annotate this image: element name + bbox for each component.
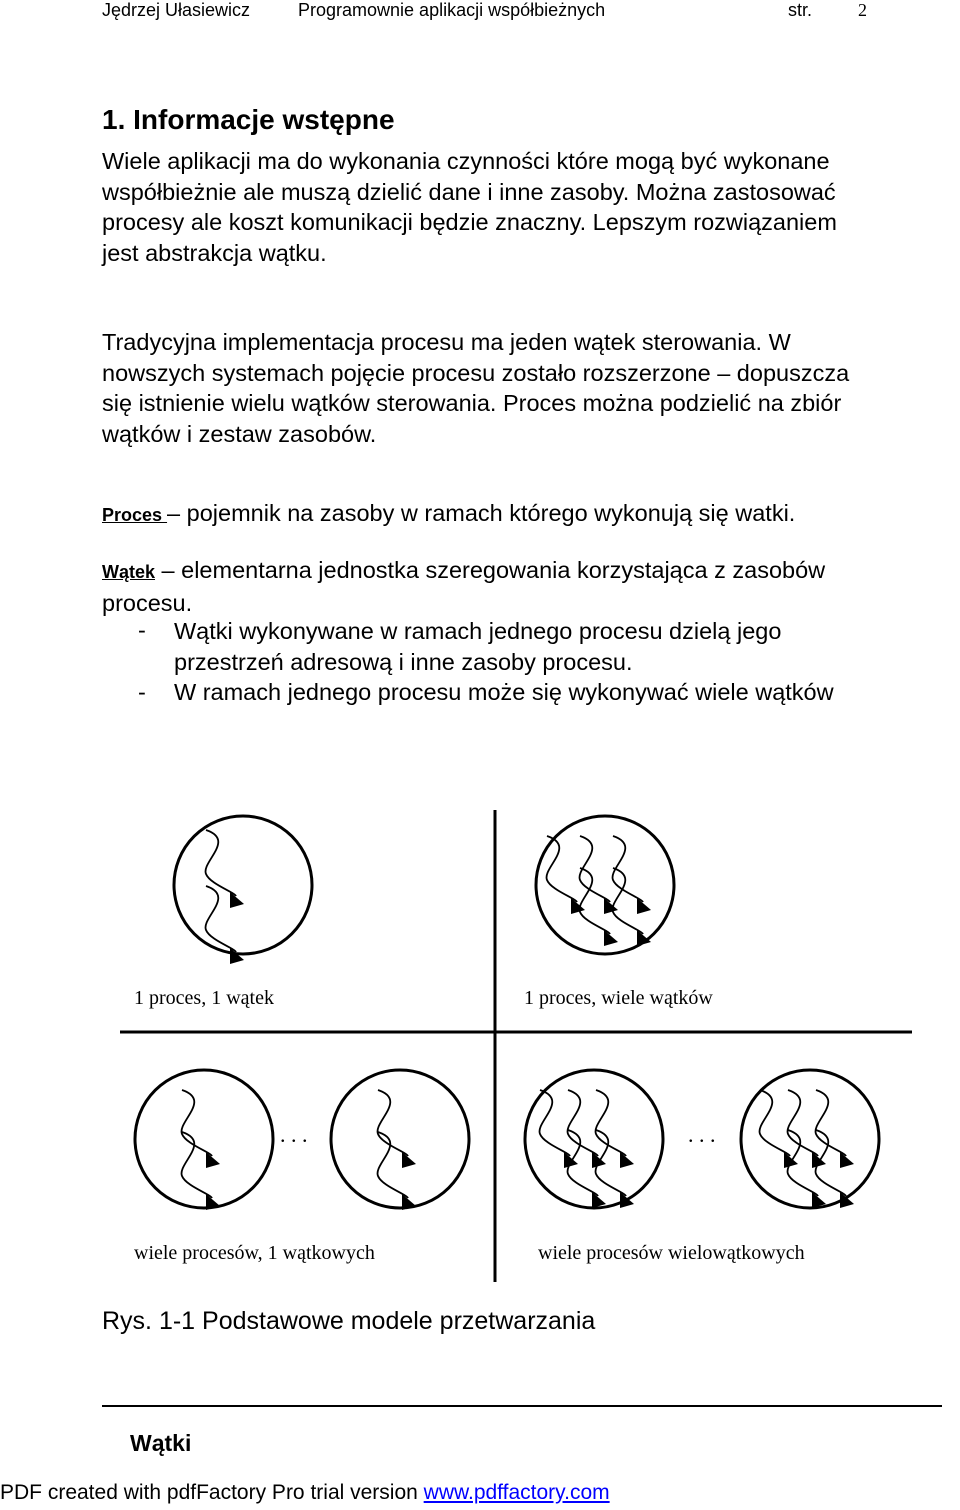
bullet-line: Wątki wykonywane w ramach jednego procesu dzielą jego [174,618,782,644]
header-course: Programownie aplikacji współbieżnych [298,0,606,20]
definition-proces [102,498,942,531]
definition-watek-cont: procesu. [102,589,193,616]
label-one-process-many-threads: 1 proces, wiele wątków [524,987,713,1009]
definition-watek-text: – elementarna jednostka szeregowania korzystająca z zasobów [155,557,826,583]
section-title: 1. Informacje wstępne [102,104,395,135]
term-proces: Proces [102,505,168,525]
ellipsis: . . . [280,1122,308,1147]
bullet-item [174,616,934,677]
section-divider [102,1405,942,1407]
process-circle-single-thread-b [331,1070,469,1210]
bullet-dash: - [138,617,146,643]
para1-line: jest abstrakcja wątku. [102,239,327,266]
label-many-processes-one-thread: wiele procesów, 1 wątkowych [134,1242,375,1264]
figure-caption: Rys. 1-1 Podstawowe modele przetwarzania [102,1307,596,1335]
footer-text: PDF created with pdfFactory Pro trial version [0,1481,424,1504]
paragraph-intro [102,146,942,268]
process-circle-multi-thread-a [525,1070,663,1208]
header-author: Jędrzej Ułasiewicz [102,0,251,20]
definition-proces-text: – pojemnik na zasoby w ramach którego wykonują się watki. [167,500,796,526]
process-circle-multi-thread-b [741,1070,879,1208]
process-models-figure [100,790,930,1290]
paragraph-tradition [102,327,942,449]
header-page-label: str. [788,0,813,20]
bullet-line: przestrzeń adresową i inne zasoby procesu. [174,648,633,675]
para2-line: się istnienie wielu wątków sterowania. Proces można podzielić na zbiór [102,390,842,416]
pdf-footer [0,1481,610,1505]
next-heading: Wątki [130,1430,192,1456]
process-circle-single-thread-a [135,1070,273,1210]
para2-line: nowszych systemach pojęcie procesu zostało rozszerzone – dopuszcza [102,359,850,386]
definition-watek [102,555,942,618]
header-page-number: 2 [858,0,867,20]
para2-line: Tradycyjna implementacja procesu ma jeden wątek sterowania. W [102,329,791,355]
ellipsis: . . . [688,1122,716,1147]
bullet-item [174,677,934,708]
page-header [0,0,960,30]
process-circle-multi-thread [536,816,674,954]
footer-link[interactable]: www.pdffactory.com [423,1481,610,1504]
label-one-process-one-thread: 1 proces, 1 wątek [134,987,274,1009]
label-many-processes-many-threads: wiele procesów wielowątkowych [538,1242,805,1264]
process-circle-single-thread [174,816,312,964]
para2-line: wątków i zestaw zasobów. [102,420,377,447]
para1-line: Wiele aplikacji ma do wykonania czynności które mogą być wykonane [102,148,830,174]
para1-line: procesy ale koszt komunikacji będzie znaczny. Lepszym rozwiązaniem [102,209,837,235]
para1-line: współbieżnie ale muszą dzielić dane i inne zasoby. Można zastosować [102,178,836,205]
bullet-dash: - [138,679,146,705]
term-watek: Wątek [102,562,156,582]
bullet-line: W ramach jednego procesu może się wykonywać wiele wątków [174,679,834,705]
